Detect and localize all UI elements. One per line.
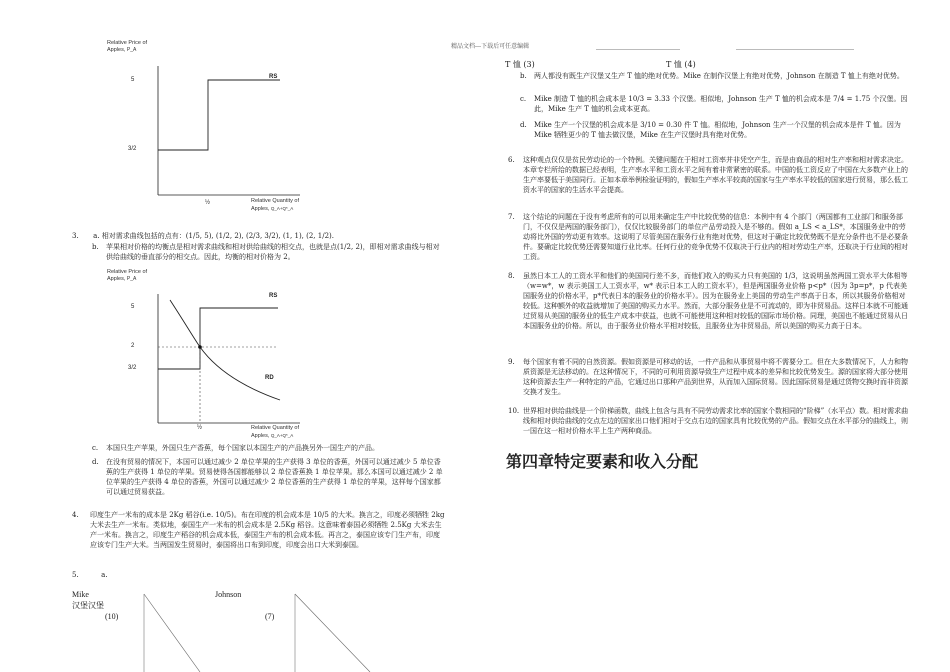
item-3d: d. 在没有贸易的情况下，本国可以通过减少 2 单位苹果的生产获得 3 单位的香蕉，外国可以通过减少 5 单位香蕉的生产获得 1 单位的苹果。贸易使得各国都能够以 2 单位香蕉换 1 单位苹果。那么本国可以通过减少 2 单位苹果的生产获得 4 单位的香蕉，外国可以通过减少 2 单位香蕉的生产获得 1 单位的苹果，这样每个国家都可以通过贸易获益。 xyxy=(92,458,443,496)
johnson-ppf-line xyxy=(295,594,370,672)
fig1-chart xyxy=(100,40,340,225)
fig1-y-tick-5: 5 xyxy=(131,77,135,83)
item-9: 9. 每个国家有着不同的自然资源。假如资源是可移动的话，一件产品和从事贸易中将不需要分工。但在大多数情况下，人力和物质资源是无法移动的。在这种情况下，不同的可利用资源导致生产过程中成本的差异和比较优势发生。源的国家将大部分使用这种资源去生产一种特定的产品，它通过出口那种产品到世界，从而加入国际贸易。因此国际贸易是通过货物交换时而非资源交换才发生。 xyxy=(508,358,908,396)
item-5a: 5. a. xyxy=(72,571,108,579)
fig2-x-axis-label: Relative Quantity of Apples, Q_A+Q*_A xyxy=(251,425,299,439)
item-10: 10. 世界相对供给曲线是一个阶梯函数，曲线上包含与具有不同劳动需求比率的国家个数相同的“阶梯”（水平点）数。相对需求曲线和相对供给曲线的交点左边的国家出口他们相对于交点右边的国家具有比较优势的产品。假如交点在水平部分的曲线上，则一国在这一相对价格水平上生产两种商品。 xyxy=(508,407,909,435)
page-header: 精品文档---下载后可任意编辑 xyxy=(451,43,530,50)
item-6: 6. 这种观点仅仅是贫民劳动论的一个特例。关键问题在于相对工资率并非凭空产生，而是由商品的相对生产率和相对需求决定。本章专栏所给的数据已经表明，生产率水平和工资水平之间有着非常紧密的联系。中国的低工资反应了中国在大多数产业上的生产率要低于美国同行。正如本章举例检验证明的，假如生产率水平较高的国家与生产率水平较低的国家进行贸易，那么低工资水平的国家的生活水平会提高。 xyxy=(508,156,908,194)
fig2-rs-label: RS xyxy=(269,293,278,299)
item-5c: c. Mike 制造 T 恤的机会成本是 10/3 = 3.33 个汉堡。相似地，Johnson 生产 T 恤的机会成本是 7/4 = 1.75 个汉堡。因此，Mike 生产 T 恤的机会成本更高。 xyxy=(520,95,908,113)
fig2-rs-curve xyxy=(158,308,278,369)
chapter-title: 第四章特定要素和收入分配 xyxy=(506,452,699,471)
fig1-x-axis-label: Relative Quantity of Apples, Q_A+Q*_A xyxy=(251,198,299,212)
fig2-y-axis-label: Relative Price of Apples, P_A xyxy=(107,269,148,282)
item-5b: b. 两人都没有既生产汉堡又生产 T 恤的绝对优势。Mike 在制作汉堡上有绝对优势，Johnson 在制造 T 恤上有绝对优势。 xyxy=(520,72,904,80)
fig1-y-tick-3-2: 3/2 xyxy=(128,146,137,152)
item-3a: 3. a. 相对需求曲线包括的点有：(1/5, 5), (1/2, 2), (2/3, 3/2), (1, 1), (2, 1/2). xyxy=(72,232,334,240)
fig2-y-tick-3-2: 3/2 xyxy=(128,365,137,371)
item-3b: b. 苹果相对价格的均衡点是相对需求曲线和相对供给曲线的相交点，也就是点(1/2, 2)，即相对需求曲线与相对供给曲线的垂直部分的相交点。因此，均衡的相对价格为 2。 xyxy=(92,243,440,261)
fig2-y-tick-5: 5 xyxy=(131,304,135,310)
header-rule-right xyxy=(736,49,854,50)
ppf-graphs xyxy=(130,580,390,672)
item-4: 4. 印度生产一米布的成本是 2Kg 稻谷(i.e. 10/5)。布在印度的机会成本是 10/5 的大米。换言之，印度必须牺牲 2kg 大米去生产一米布。类似地，泰国生产一米布的机会成本是 2.5Kg 稻谷。这意味着泰国必须牺牲 2.5Kg 大米去生产一米布。换言之，印度生产稻谷的机会成本低，泰国生产布的机会成本低。再言之，泰国应该专门生产布，印度应该专门生产大米。当两国发生贸易时，泰国将出口布到印度，印度会出口大米到泰国。 xyxy=(72,511,445,549)
fig2-rd-curve xyxy=(170,300,280,400)
header-rule-left xyxy=(596,49,680,50)
fig1-rs-curve xyxy=(158,80,280,150)
item-3c: c. 本国只生产苹果，外国只生产香蕉，每个国家以本国生产的产品换另外一国生产的产品。 xyxy=(92,444,379,452)
johnson-hamburger-value: (7) xyxy=(265,612,275,621)
fig2-equilibrium-point xyxy=(198,345,202,349)
item-7: 7. 这个结论的问题在于没有考虑所有的可以用来确定生产中比较优势的信息：本例中有 4 个部门（两国都有工业部门和服务部门，不仅仅是两国的服务部门），仅仅比较服务部门的单位产品劳动投入是不够的。假如 a_LS < a_LS*，本国服务业中的劳动将比外国的劳动更有效率。这说明了尽管美国在服务行业有绝对优势，但这对于确定比较优势既不是充分条件也不是必要条件。要确定比较优势还需要知道行业比率。任何行业的竞争优势不仅取决于行业内的相对劳动生产率，还取决于行业间的相对工资。 xyxy=(508,213,908,261)
tshirt-label-mike: T 恤 (3) xyxy=(505,60,535,69)
fig2-y-tick-2: 2 xyxy=(131,343,135,349)
johnson-label: Johnson xyxy=(215,590,242,599)
fig1-rs-label: RS xyxy=(269,74,278,80)
item-5d: d. Mike 生产一个汉堡的机会成本是 3/10 = 0.30 件 T 恤。相似地，Johnson 生产一个汉堡的机会成本是件 T 恤。因为 Mike 牺牲更少的 T 恤去做汉堡，Mike 在生产汉堡时具有绝对优势。 xyxy=(520,121,901,139)
fig1-y-axis-label: Relative Price of Apples, P_A xyxy=(107,40,148,53)
fig2-chart xyxy=(100,268,340,448)
mike-ppf-line xyxy=(144,594,200,672)
fig2-x-tick: ½ xyxy=(197,425,203,431)
tshirt-label-johnson: T 恤 (4) xyxy=(666,60,696,69)
fig1-x-tick: ½ xyxy=(205,200,211,206)
item-8: 8. 虽然日本工人的工资水平和他们的美国同行差不多，而他们收入的购买力只有美国的 1/3，这说明虽然两国工资水平大体相等（w=w*，w 表示美国工人工资水平，w* 表示日本工人的工资水平），但是两国服务业价格 p<p*（因为 3p=p*，p 代表美国服务业的价格水平，p*代表日本的服务业的价格水平）。因为在服务业上美国的劳动生产率高于日本，所以其服务价格相对较低。这种额外的收益就增加了美国的购买力水平。然而，大部分服务业是不可流动的，即为非贸易品。这样日本就不可能通过贸易从美国的服务业的低生产成本中获益，也就不可能使用这种相对较低的国际市场价格。同理，美国也不能通过贸易从日本国服务业的价格。所以，由于服务业价格水平相对较低，且服务业为非贸易品，所以美国的购买力高于日本。 xyxy=(508,272,908,330)
fig2-rd-label: RD xyxy=(265,375,274,381)
mike-hamburger-value: (10) xyxy=(105,612,119,621)
mike-label: Mike xyxy=(72,590,89,599)
hamburger-label: 汉堡汉堡 xyxy=(72,601,104,610)
